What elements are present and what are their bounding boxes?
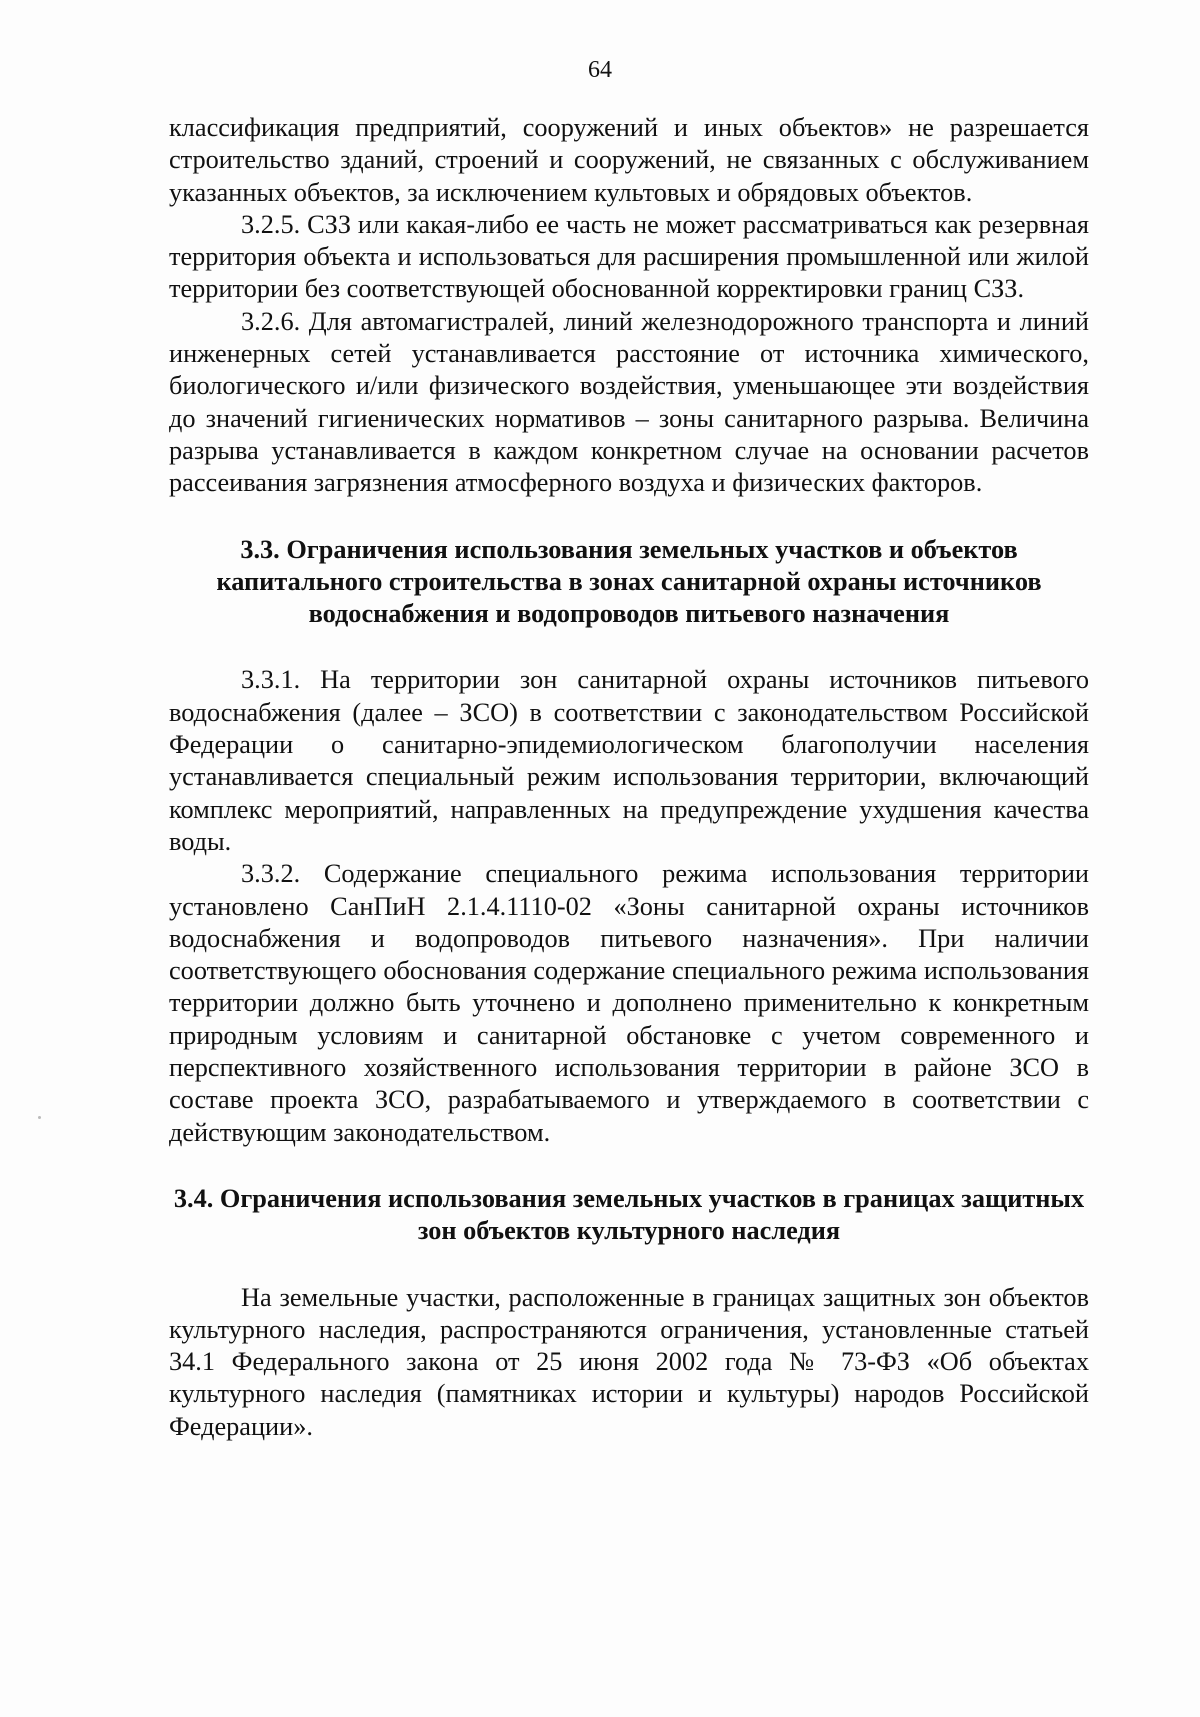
spacer	[169, 1149, 1089, 1183]
paragraph-3-3-2: 3.3.2. Содержание специального режима использования территории установлено СанПиН 2.1.4.1110-02 «Зоны санитарной охраны источников водоснабжения и водопроводов питьевого назначения». При наличии соответствующего обоснования содержание специального режима использования территории должно быть уточнено и дополнено применительно к конкретным природным условиям и санитарной обстановке с учетом современного и перспективного хозяйственного использования территории в районе ЗСО в составе проекта ЗСО, разрабатываемого и утверждаемого в соответствии с действующим законодательством.	[169, 859, 1089, 1147]
paragraph-3-4-text: На земельные участки, расположенные в границах защитных зон объектов культурного наследия, распространяются ограничения, установленные статьей 34.1 Федерального закона от 25 июня 2002 года № 73-ФЗ «Об объектах культурного наследия (памятниках истории и культуры) народов Российской Федерации».	[169, 1282, 1089, 1441]
spacer	[169, 1248, 1089, 1282]
spacer	[169, 500, 1089, 534]
section-heading-3-4: 3.4. Ограничения использования земельных участков в границах защитных зон объектов культурного наследия	[173, 1183, 1085, 1246]
document-body	[169, 112, 1089, 1443]
paragraph-3-3-1: 3.3.1. На территории зон санитарной охраны источников питьевого водоснабжения (далее – ЗСО) в соответствии с законодательством Российской Федерации о санитарно-эпидемиологическом благополучии населения устанавливается специальный режим использования территории, включающий комплекс мероприятий, направленных на предупреждение ухудшения качества воды.	[169, 665, 1089, 856]
section-heading-3-3: 3.3. Ограничения использования земельных участков и объектов капитального строительства в зонах санитарной охраны источников водоснабжения и водопроводов питьевого назначения	[216, 534, 1042, 629]
spacer	[169, 630, 1089, 664]
scan-artifact	[38, 1116, 41, 1119]
paragraph-continuation: классификация предприятий, сооружений и иных объектов» не разрешается строительство зданий, строений и сооружений, не связанных с обслуживанием указанных объектов, за исключением культовых и обрядовых объектов.	[169, 113, 1089, 207]
paragraph-3-2-6: 3.2.6. Для автомагистралей, линий железнодорожного транспорта и линий инженерных сетей устанавливается расстояние от источника химического, биологического и/или физического воздействия, уменьшающее эти воздействия до значений гигиенических нормативов – зоны санитарного разрыва. Величина разрыва устанавливается в каждом конкретном случае на основании расчетов рассеивания загрязнения атмосферного воздуха и физических факторов.	[169, 306, 1089, 498]
page-number: 64	[588, 57, 612, 83]
paragraph-3-2-5: 3.2.5. СЗЗ или какая-либо ее часть не может рассматриваться как резервная территория объекта и использоваться для расширения промышленной или жилой территории без соответствующей обоснованной корректировки границ СЗЗ.	[169, 209, 1089, 304]
